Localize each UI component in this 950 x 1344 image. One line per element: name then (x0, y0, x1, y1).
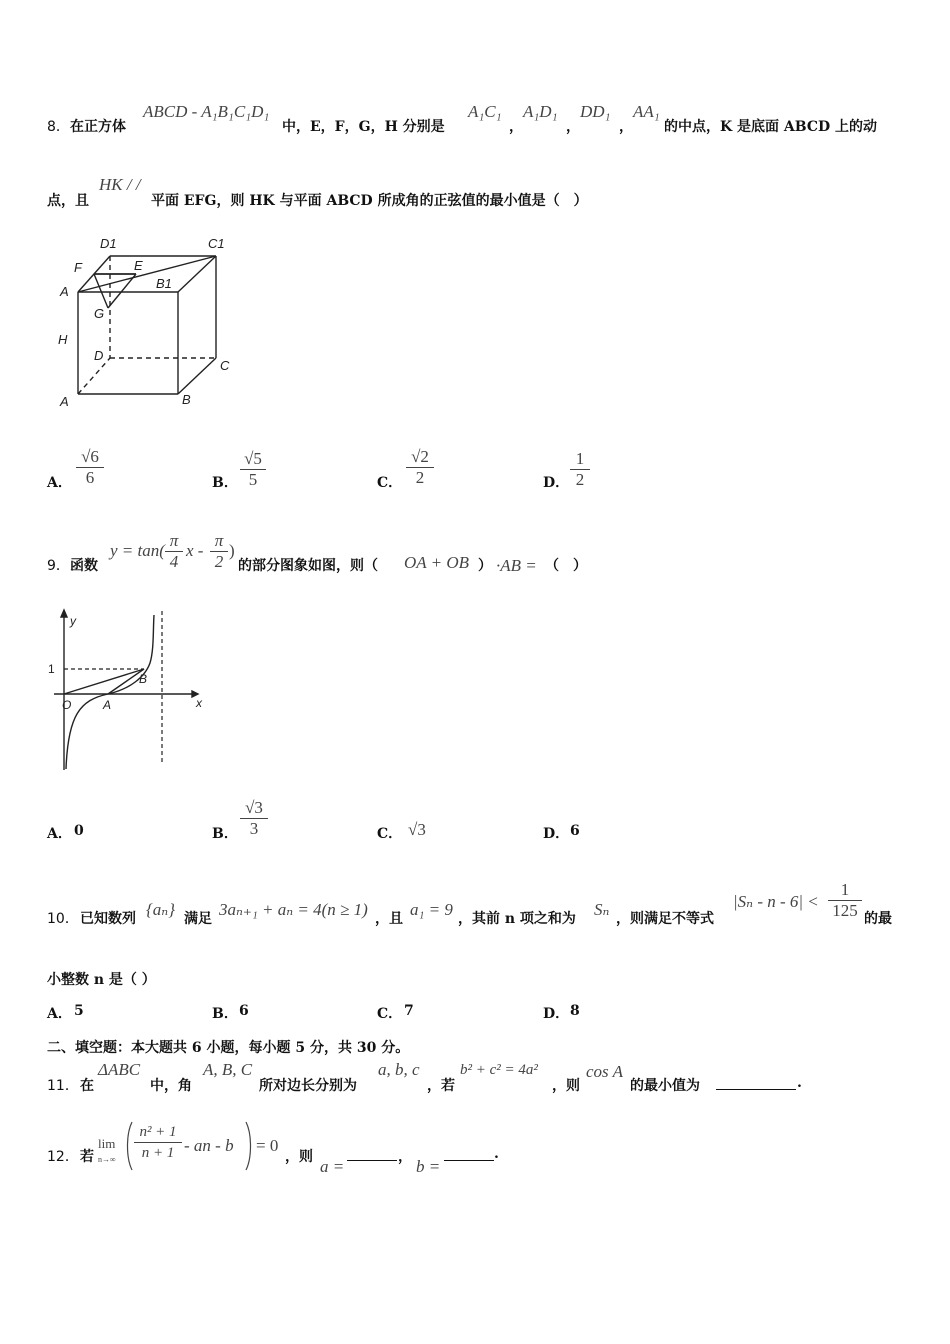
q10-option-a-value: 5 (74, 1003, 84, 1019)
q9-option-d-value: 6 (570, 823, 580, 839)
q12-lim: lim (98, 1136, 116, 1151)
q12-lim-sub: n→∞ (98, 1155, 116, 1164)
q8-text-4: 点，且 (47, 193, 89, 209)
q10-recurrence: 3aₙ₊₁ + aₙ = 4(n ≥ 1) (219, 900, 368, 919)
q9-number: 9． (47, 558, 70, 574)
q8-comma-1: ， (509, 119, 523, 135)
q11-text-5: ，则 (552, 1078, 580, 1094)
q10-inequality-frac: 1 125 (828, 880, 862, 921)
q10-text-6: 的最 (864, 911, 892, 927)
q9-option-d-label: D． (543, 826, 570, 842)
label-h: H (58, 332, 68, 347)
q9-text-4: （ ） (545, 558, 587, 574)
q10-inequality-left: |Sₙ - n - 6| < (733, 892, 819, 911)
q12-comma: ， (398, 1149, 412, 1165)
q8-option-d-label: D． (543, 475, 570, 491)
q9-option-a-value: 0 (74, 823, 84, 839)
q9-dot-ab: ·AB = (496, 556, 537, 575)
graph-label-b: B (139, 672, 148, 686)
q9-option-a-label: A． (47, 826, 72, 842)
q11-condition: b² + c² = 4a² (460, 1062, 538, 1078)
label-c: C (220, 358, 230, 373)
graph-label-a: A (103, 698, 112, 712)
q12-lim-frac: n² + 1 n + 1 (134, 1122, 182, 1163)
q10-option-d-value: 8 (570, 1003, 580, 1019)
q12-text-2: ，则 (285, 1149, 313, 1165)
q11-answer-blank[interactable] (716, 1075, 796, 1094)
q12-number: 12． (47, 1149, 79, 1165)
q8-option-b-label: B． (212, 475, 238, 491)
q8-number: 8． (47, 119, 70, 135)
q11-end-period: . (797, 1075, 802, 1091)
q8-text-1: 在正方体 (70, 119, 126, 135)
q8-comma-3: ， (619, 119, 633, 135)
q10-text-4: ，其前 n 项之和为 (458, 911, 576, 927)
q10-text-1: 已知数列 (80, 911, 136, 927)
q8-option-c-label: C． (377, 475, 403, 491)
q9-option-c-label: C． (377, 826, 403, 842)
q9-vector-sum: OA + OB (404, 553, 469, 572)
q10-option-b-value: 6 (239, 1003, 249, 1019)
q12-a-blank[interactable] (347, 1146, 397, 1165)
q12-end-period: . (494, 1146, 499, 1162)
q11-number: 11． (47, 1078, 79, 1094)
q8-option-d-value: 1 2 (570, 449, 590, 490)
q11-text-3: 所对边长分别为 (259, 1078, 357, 1094)
q9-option-c-value: √3 (408, 820, 426, 839)
q11-angles: A, B, C (203, 1060, 253, 1079)
graph-label-x: x (196, 696, 202, 710)
q8-text-2: 中，E，F，G，H 分别是 (282, 119, 445, 135)
q10-option-b-label: B． (212, 1006, 238, 1022)
q11-text-4: ，若 (427, 1078, 455, 1094)
q9-text-3: ） (478, 558, 492, 574)
q10-option-c-label: C． (377, 1006, 403, 1022)
q10-sn: Sₙ (594, 900, 610, 919)
q10-text-5: ，则满足不等式 (616, 911, 714, 927)
q8-option-a-value: √6 6 (76, 447, 104, 488)
q8-seg2: A₁D₁ (523, 102, 558, 121)
q10-text-2: 满足 (184, 911, 212, 927)
label-c1: C1 (208, 236, 225, 251)
tan-graph (40, 605, 210, 775)
q9-option-b-value: √3 3 (240, 798, 268, 839)
q12-lim-tail: - an - b (184, 1136, 234, 1155)
q9-x-minus: x - (186, 541, 204, 560)
q12-text-1: 若 (80, 1149, 94, 1165)
q9-frac-pi-4: π 4 (165, 531, 183, 572)
q11-sides: a, b, c (378, 1060, 420, 1079)
q12-a-eq: a = (320, 1157, 345, 1176)
q12-equals-zero: = 0 (256, 1136, 279, 1155)
q11-text-2: 中，角 (150, 1078, 192, 1094)
q11-triangle: ΔABC (98, 1060, 141, 1079)
q12-right-paren (244, 1120, 254, 1172)
label-f: F (74, 260, 82, 275)
label-e: E (134, 258, 143, 273)
q10-number: 10． (47, 911, 79, 927)
q9-close-paren: ) (229, 541, 235, 560)
q12-b-eq: b = (416, 1157, 441, 1176)
q10-text-7: 小整数 n 是（ ） (47, 972, 156, 988)
label-a1: A (60, 284, 69, 299)
section-2-heading: 二、填空题：本大题共 6 小题，每小题 5 分，共 30 分。 (47, 1040, 410, 1056)
label-d1: D1 (100, 236, 117, 251)
label-a: A (60, 394, 69, 409)
label-d: D (94, 348, 104, 363)
q8-comma-2: ， (566, 119, 580, 135)
q10-text-3: ，且 (375, 911, 403, 927)
q10-a1: a₁ = 9 (410, 900, 453, 919)
q10-option-c-value: 7 (404, 1003, 414, 1019)
q8-hk: HK / / (99, 175, 141, 194)
q12-left-paren (124, 1120, 134, 1172)
q9-option-b-label: B． (212, 826, 238, 842)
q9-text-2: 的部分图象如图，则（ (238, 558, 378, 574)
graph-label-y: y (70, 614, 76, 628)
q9-frac-pi-2: π 2 (210, 531, 228, 572)
q9-func-left: y = tan( (110, 541, 165, 560)
graph-label-o: O (62, 698, 72, 712)
q8-option-b-value: √5 5 (240, 449, 266, 490)
q8-seg3: DD₁ (580, 102, 611, 121)
q11-cos-a: cos A (586, 1062, 623, 1081)
q8-text-5: 平面 EFG，则 HK 与平面 ABCD 所成角的正弦值的最小值是（ ） (151, 193, 588, 209)
q8-option-c-value: √2 2 (406, 447, 434, 488)
q11-text-1: 在 (80, 1078, 94, 1094)
q10-option-a-label: A． (47, 1006, 72, 1022)
q8-seg1: A₁C₁ (468, 102, 502, 121)
q8-seg4: AA₁ (633, 102, 660, 121)
cube-figure (50, 230, 250, 410)
q11-text-6: 的最小值为 (630, 1078, 700, 1094)
q8-cube-name: ABCD - A₁B₁C₁D₁ (143, 102, 270, 121)
q8-text-3: 的中点，K 是底面 ABCD 上的动 (664, 119, 878, 135)
q10-option-d-label: D． (543, 1006, 570, 1022)
q12-b-blank[interactable] (444, 1146, 494, 1165)
label-g: G (94, 306, 105, 321)
graph-label-1: 1 (48, 662, 55, 676)
label-b: B (182, 392, 191, 407)
q10-sequence: {aₙ} (146, 900, 175, 919)
q9-text-1: 函数 (70, 558, 98, 574)
q8-option-a-label: A． (47, 475, 72, 491)
label-b1: B1 (156, 276, 172, 291)
